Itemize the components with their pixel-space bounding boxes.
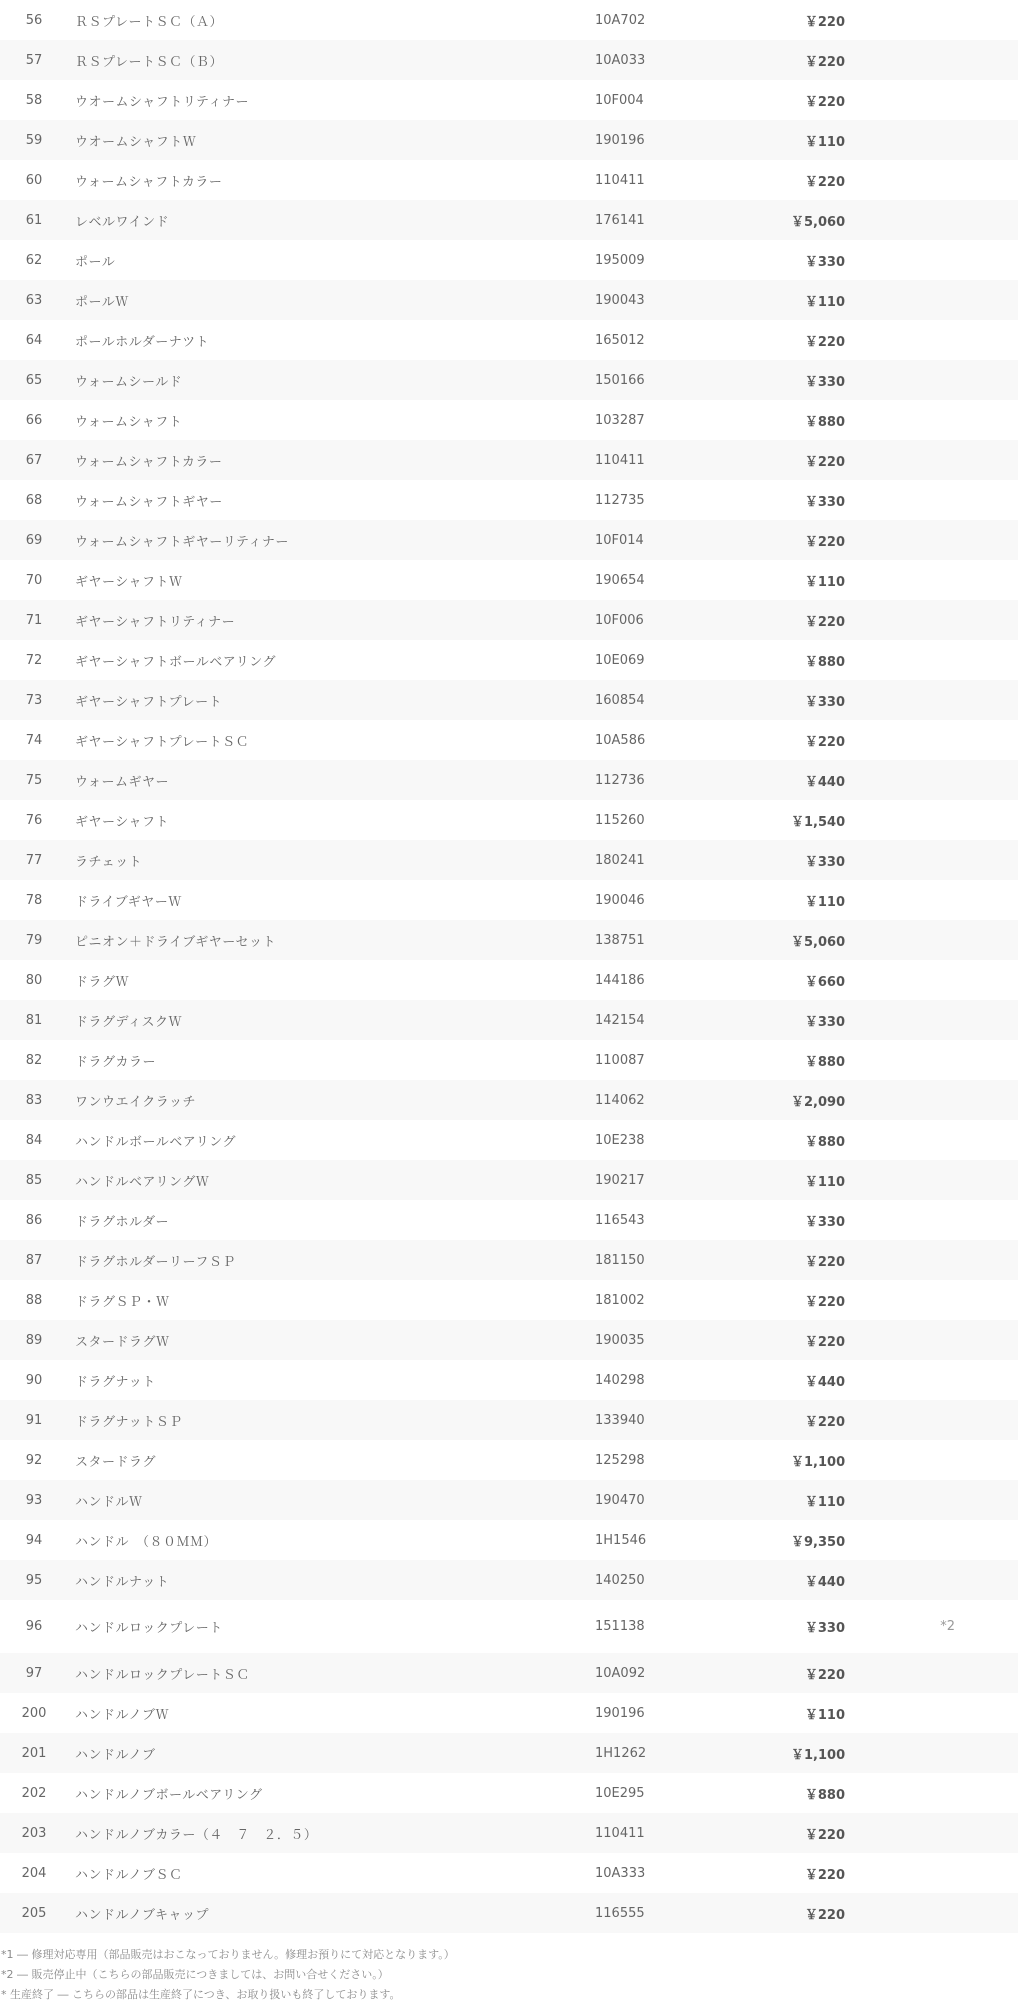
part-code: 110411 (595, 172, 645, 188)
part-number: 97 (25, 1665, 43, 1681)
part-note (845, 1653, 1018, 1693)
table-row (0, 1733, 1018, 1773)
part-number: 83 (25, 1092, 43, 1108)
part-price: ￥220 (804, 174, 845, 190)
part-price: ￥5,060 (791, 934, 846, 950)
part-note: *2 (940, 1619, 955, 1634)
part-number: 66 (25, 412, 43, 428)
table-row (0, 560, 1018, 600)
part-code: 110411 (595, 452, 645, 468)
part-note (845, 800, 1018, 840)
part-number: 69 (25, 532, 43, 548)
part-note (845, 1200, 1018, 1240)
part-price: ￥110 (804, 1174, 845, 1190)
part-code: 190035 (595, 1332, 645, 1348)
part-price: ￥2,090 (791, 1094, 846, 1110)
table-row (0, 1600, 1018, 1653)
part-number: 93 (25, 1492, 43, 1508)
part-code: 115260 (595, 812, 645, 828)
part-name: ウォームシャフトカラー (75, 174, 223, 190)
part-code: 10F004 (595, 92, 644, 108)
part-code: 10A033 (595, 52, 646, 68)
part-note (845, 440, 1018, 480)
part-price: ￥110 (804, 894, 845, 910)
part-code: 190654 (595, 572, 645, 588)
part-name: ウォームシャフト (75, 414, 183, 430)
part-name: ドラグホルダーリーフＳＰ (75, 1254, 236, 1270)
part-name: ドラグディスクＷ (75, 1014, 182, 1030)
part-number: 68 (25, 492, 43, 508)
part-code: 151138 (595, 1619, 645, 1634)
part-number: 88 (25, 1292, 43, 1308)
part-price: ￥220 (804, 1907, 845, 1923)
part-code: 10A586 (595, 732, 646, 748)
part-note (845, 1893, 1018, 1933)
part-note (845, 1560, 1018, 1600)
footnote-1: *1 ― 修理対応専用（部品販売はおこなっておりません。修理お預りにて対応となります。） (1, 1948, 455, 1961)
table-row (0, 440, 1018, 480)
part-name: ウォームシールド (75, 374, 183, 390)
part-code: 190046 (595, 892, 645, 908)
part-code: 1H1546 (595, 1532, 647, 1548)
part-name: ピニオン＋ドライブギヤーセット (75, 934, 276, 950)
part-price: ￥880 (804, 654, 845, 670)
part-note (845, 920, 1018, 960)
table-row (0, 680, 1018, 720)
part-number: 204 (21, 1865, 47, 1881)
part-code: 181150 (595, 1252, 645, 1268)
part-price: ￥220 (804, 734, 845, 750)
part-number: 77 (25, 852, 43, 868)
part-number: 63 (25, 292, 43, 308)
table-row (0, 1000, 1018, 1040)
part-price: ￥440 (804, 774, 845, 790)
table-row (0, 1520, 1018, 1560)
part-code: 190043 (595, 292, 645, 308)
part-price: ￥440 (804, 1574, 845, 1590)
part-number: 70 (25, 572, 43, 588)
part-name: レベルワインド (75, 214, 170, 230)
table-row (0, 200, 1018, 240)
part-note (845, 840, 1018, 880)
part-note (845, 960, 1018, 1000)
part-code: 180241 (595, 852, 645, 868)
part-note (845, 1280, 1018, 1320)
table-row (0, 1560, 1018, 1600)
part-number: 205 (21, 1905, 47, 1921)
table-row (0, 40, 1018, 80)
part-price: ￥1,540 (791, 814, 846, 830)
part-name: ギヤーシャフトＷ (75, 574, 183, 590)
part-name: ハンドルナット (75, 1574, 170, 1590)
part-number: 62 (25, 252, 43, 268)
part-name: ポールＷ (75, 294, 129, 310)
part-price: ￥880 (804, 1787, 845, 1803)
part-name: ドラグＷ (75, 974, 130, 990)
part-number: 96 (25, 1619, 43, 1634)
part-name: ドラグナットＳＰ (75, 1414, 183, 1430)
part-note (845, 1040, 1018, 1080)
part-number: 75 (25, 772, 43, 788)
part-price: ￥220 (804, 454, 845, 470)
part-price: ￥440 (804, 1374, 845, 1390)
part-name: ウォームシャフトギヤーリティナー (75, 534, 289, 550)
part-number: 73 (25, 692, 43, 708)
part-number: 90 (25, 1372, 43, 1388)
part-number: 58 (25, 92, 43, 108)
part-number: 60 (25, 172, 43, 188)
table-row (0, 520, 1018, 560)
table-row (0, 1200, 1018, 1240)
table-row (0, 1120, 1018, 1160)
part-name: ギヤーシャフトプレート (75, 694, 223, 710)
part-code: 10F014 (595, 532, 644, 548)
part-note (845, 360, 1018, 400)
part-name: ギヤーシャフトリティナー (75, 614, 236, 630)
part-note (845, 160, 1018, 200)
part-number: 67 (25, 452, 43, 468)
part-name: ハンドルノブカラー（４ ７ ２．５） (75, 1827, 318, 1843)
part-name: ハンドルノブボールベアリング (75, 1787, 263, 1803)
part-note (845, 80, 1018, 120)
part-price: ￥220 (804, 1827, 845, 1843)
part-price: ￥220 (804, 14, 845, 30)
part-code: 140298 (595, 1372, 645, 1388)
table-row (0, 400, 1018, 440)
part-number: 57 (25, 52, 43, 68)
part-name: ワンウエイクラッチ (75, 1094, 196, 1110)
table-row (0, 1040, 1018, 1080)
part-price: ￥880 (804, 1134, 845, 1150)
part-note (845, 320, 1018, 360)
part-note (845, 720, 1018, 760)
part-note (845, 520, 1018, 560)
part-price: ￥220 (804, 94, 845, 110)
part-note (845, 1320, 1018, 1360)
table-row (0, 1813, 1018, 1853)
table-row (0, 1160, 1018, 1200)
table-row (0, 720, 1018, 760)
table-row (0, 1693, 1018, 1733)
part-note (845, 480, 1018, 520)
part-price: ￥110 (804, 574, 845, 590)
part-code: 116543 (595, 1212, 645, 1228)
part-number: 78 (25, 892, 43, 908)
part-code: 144186 (595, 972, 645, 988)
part-price: ￥880 (804, 1054, 845, 1070)
part-price: ￥1,100 (791, 1747, 846, 1763)
part-name: ドラグＳＰ・Ｗ (75, 1294, 170, 1310)
part-name: ウォームシャフトカラー (75, 454, 223, 470)
part-code: 10F006 (595, 612, 644, 628)
part-price: ￥330 (804, 1014, 845, 1030)
part-price: ￥330 (804, 854, 845, 870)
table-row (0, 1400, 1018, 1440)
footnote-2: *2 ― 販売停止中（こちらの部品販売につきましては、お問い合せください。） (1, 1968, 389, 1981)
table-row (0, 1320, 1018, 1360)
part-note (845, 1773, 1018, 1813)
part-price: ￥110 (804, 1707, 845, 1723)
part-number: 203 (21, 1825, 47, 1841)
part-price: ￥220 (804, 334, 845, 350)
part-code: 160854 (595, 692, 645, 708)
part-note (845, 600, 1018, 640)
part-code: 133940 (595, 1412, 645, 1428)
part-number: 82 (25, 1052, 43, 1068)
part-price: ￥330 (804, 254, 845, 270)
part-note (845, 680, 1018, 720)
part-number: 89 (25, 1332, 43, 1348)
part-code: 142154 (595, 1012, 645, 1028)
part-code: 176141 (595, 212, 645, 228)
part-note (845, 560, 1018, 600)
part-code: 110087 (595, 1052, 645, 1068)
part-code: 181002 (595, 1292, 645, 1308)
part-note (845, 1520, 1018, 1560)
part-price: ￥330 (804, 1621, 845, 1636)
table-row (0, 800, 1018, 840)
part-price: ￥220 (804, 1334, 845, 1350)
part-code: 10E238 (595, 1132, 645, 1148)
part-code: 140250 (595, 1572, 645, 1588)
table-row (0, 360, 1018, 400)
part-number: 79 (25, 932, 43, 948)
table-row (0, 1360, 1018, 1400)
part-name: ハンドルベアリングＷ (75, 1174, 210, 1190)
part-number: 95 (25, 1572, 43, 1588)
part-note (845, 1853, 1018, 1893)
part-note (845, 760, 1018, 800)
part-number: 61 (25, 212, 43, 228)
part-name: ハンドルノブＳＣ (75, 1867, 183, 1883)
table-row (0, 80, 1018, 120)
part-price: ￥110 (804, 134, 845, 150)
part-name: スタードラグ (75, 1454, 157, 1470)
table-row (0, 840, 1018, 880)
part-note (845, 1080, 1018, 1120)
part-name: ウォームシャフトギヤー (75, 494, 223, 510)
part-price: ￥330 (804, 374, 845, 390)
part-note (845, 880, 1018, 920)
part-code: 103287 (595, 412, 645, 428)
part-code: 10A333 (595, 1865, 646, 1881)
table-row (0, 160, 1018, 200)
part-name: ギヤーシャフトプレートＳＣ (75, 734, 250, 750)
part-code: 10A092 (595, 1665, 646, 1681)
part-name: ドライブギヤーＷ (75, 894, 182, 910)
part-number: 202 (21, 1785, 47, 1801)
part-name: ハンドルノブキャップ (75, 1907, 209, 1923)
part-price: ￥220 (804, 1867, 845, 1883)
table-row (0, 640, 1018, 680)
part-price: ￥660 (804, 974, 845, 990)
part-price: ￥880 (804, 414, 845, 430)
part-code: 190217 (595, 1172, 645, 1188)
table-row (0, 120, 1018, 160)
part-price: ￥220 (804, 534, 845, 550)
table-row (0, 960, 1018, 1000)
part-note (845, 200, 1018, 240)
part-code: 116555 (595, 1905, 645, 1921)
part-price: ￥220 (804, 1414, 845, 1430)
table-row (0, 1280, 1018, 1320)
part-price: ￥5,060 (791, 214, 846, 230)
table-row (0, 280, 1018, 320)
table-row (0, 1653, 1018, 1693)
table-row (0, 320, 1018, 360)
part-note (845, 1480, 1018, 1520)
part-note (845, 1360, 1018, 1400)
part-price: ￥220 (804, 1254, 845, 1270)
part-number: 94 (25, 1532, 43, 1548)
part-number: 64 (25, 332, 43, 348)
part-number: 91 (25, 1412, 43, 1428)
part-note (845, 1000, 1018, 1040)
footnote-3: * 生産終了 ― こちらの部品は生産終了につき、お取り扱いも終了しております。 (1, 1988, 401, 2001)
part-note (845, 640, 1018, 680)
table-row (0, 0, 1018, 40)
part-code: 10E295 (595, 1785, 645, 1801)
part-price: ￥330 (804, 1214, 845, 1230)
part-price: ￥220 (804, 1667, 845, 1683)
part-name: ハンドルノブＷ (75, 1707, 169, 1723)
part-name: ポール (75, 254, 116, 270)
part-number: 71 (25, 612, 43, 628)
table-row (0, 1853, 1018, 1893)
part-price: ￥330 (804, 694, 845, 710)
part-name: ラチェット (75, 854, 143, 870)
part-name: ポールホルダーナツト (75, 334, 210, 350)
part-name: ハンドル （８０ＭＭ） (75, 1534, 218, 1550)
part-name: スタードラグＷ (75, 1334, 170, 1350)
part-number: 86 (25, 1212, 43, 1228)
table-row (0, 600, 1018, 640)
part-price: ￥1,100 (791, 1454, 846, 1470)
part-name: ギヤーシャフト (75, 814, 169, 830)
table-row (0, 1440, 1018, 1480)
part-name: ハンドルノブ (75, 1747, 156, 1763)
part-note (845, 1400, 1018, 1440)
part-price: ￥110 (804, 294, 845, 310)
table-row (0, 1080, 1018, 1120)
part-price: ￥220 (804, 614, 845, 630)
part-number: 201 (21, 1745, 47, 1761)
part-number: 84 (25, 1132, 43, 1148)
part-code: 110411 (595, 1825, 645, 1841)
part-name: ウオームシャフトＷ (75, 134, 197, 150)
part-code: 112735 (595, 492, 645, 508)
part-code: 165012 (595, 332, 645, 348)
table-row (0, 1240, 1018, 1280)
part-code: 1H1262 (595, 1745, 647, 1761)
part-note (845, 1440, 1018, 1480)
part-code: 190196 (595, 132, 645, 148)
part-name: ドラグナット (75, 1374, 156, 1390)
part-name: ドラグホルダー (75, 1214, 169, 1230)
part-name: ハンドルボールベアリング (75, 1134, 236, 1150)
part-number: 56 (25, 12, 43, 28)
part-number: 200 (21, 1705, 47, 1721)
part-code: 195009 (595, 252, 645, 268)
footnotes (0, 1945, 1018, 2005)
part-code: 114062 (595, 1092, 645, 1108)
part-note (845, 1733, 1018, 1773)
table-row (0, 760, 1018, 800)
part-name: ギヤーシャフトボールベアリング (75, 654, 276, 670)
part-number: 65 (25, 372, 43, 388)
part-code: 112736 (595, 772, 645, 788)
table-row (0, 480, 1018, 520)
part-code: 10A702 (595, 12, 646, 28)
part-note (845, 1813, 1018, 1853)
table-row (0, 1480, 1018, 1520)
part-number: 59 (25, 132, 43, 148)
part-name: ウォームギヤー (75, 774, 169, 790)
part-note (845, 40, 1018, 80)
part-note (845, 1240, 1018, 1280)
table-row (0, 240, 1018, 280)
table-row (0, 1773, 1018, 1813)
part-name: ウオームシャフトリティナー (75, 94, 249, 110)
part-name: ＲＳプレートＳＣ（Ｂ） (75, 54, 223, 70)
part-code: 150166 (595, 372, 645, 388)
part-price: ￥220 (804, 1294, 845, 1310)
part-number: 76 (25, 812, 43, 828)
part-name: ＲＳプレートＳＣ（Ａ） (75, 14, 223, 30)
part-code: 190196 (595, 1705, 645, 1721)
part-name: ハンドルＷ (75, 1494, 143, 1510)
part-code: 138751 (595, 932, 645, 948)
part-number: 85 (25, 1172, 43, 1188)
part-name: ハンドルロックプレート (75, 1621, 223, 1636)
part-price: ￥9,350 (791, 1534, 846, 1550)
part-name: ドラグカラー (75, 1054, 157, 1070)
part-note (845, 1693, 1018, 1733)
part-number: 87 (25, 1252, 43, 1268)
part-code: 125298 (595, 1452, 645, 1468)
part-price: ￥110 (804, 1494, 845, 1510)
part-price: ￥220 (804, 54, 845, 70)
part-note (845, 1160, 1018, 1200)
part-price: ￥330 (804, 494, 845, 510)
part-number: 92 (25, 1452, 43, 1468)
part-number: 80 (25, 972, 43, 988)
part-note (845, 280, 1018, 320)
part-number: 74 (25, 732, 43, 748)
table-row (0, 920, 1018, 960)
table-row (0, 880, 1018, 920)
part-note (845, 1120, 1018, 1160)
part-code: 190470 (595, 1492, 645, 1508)
part-number: 72 (25, 652, 43, 668)
part-note (845, 240, 1018, 280)
table-row (0, 1893, 1018, 1933)
part-name: ハンドルロックプレートＳＣ (75, 1667, 250, 1683)
part-note (845, 120, 1018, 160)
part-note (845, 400, 1018, 440)
part-note (845, 0, 1018, 40)
part-number: 81 (25, 1012, 43, 1028)
part-code: 10E069 (595, 652, 645, 668)
